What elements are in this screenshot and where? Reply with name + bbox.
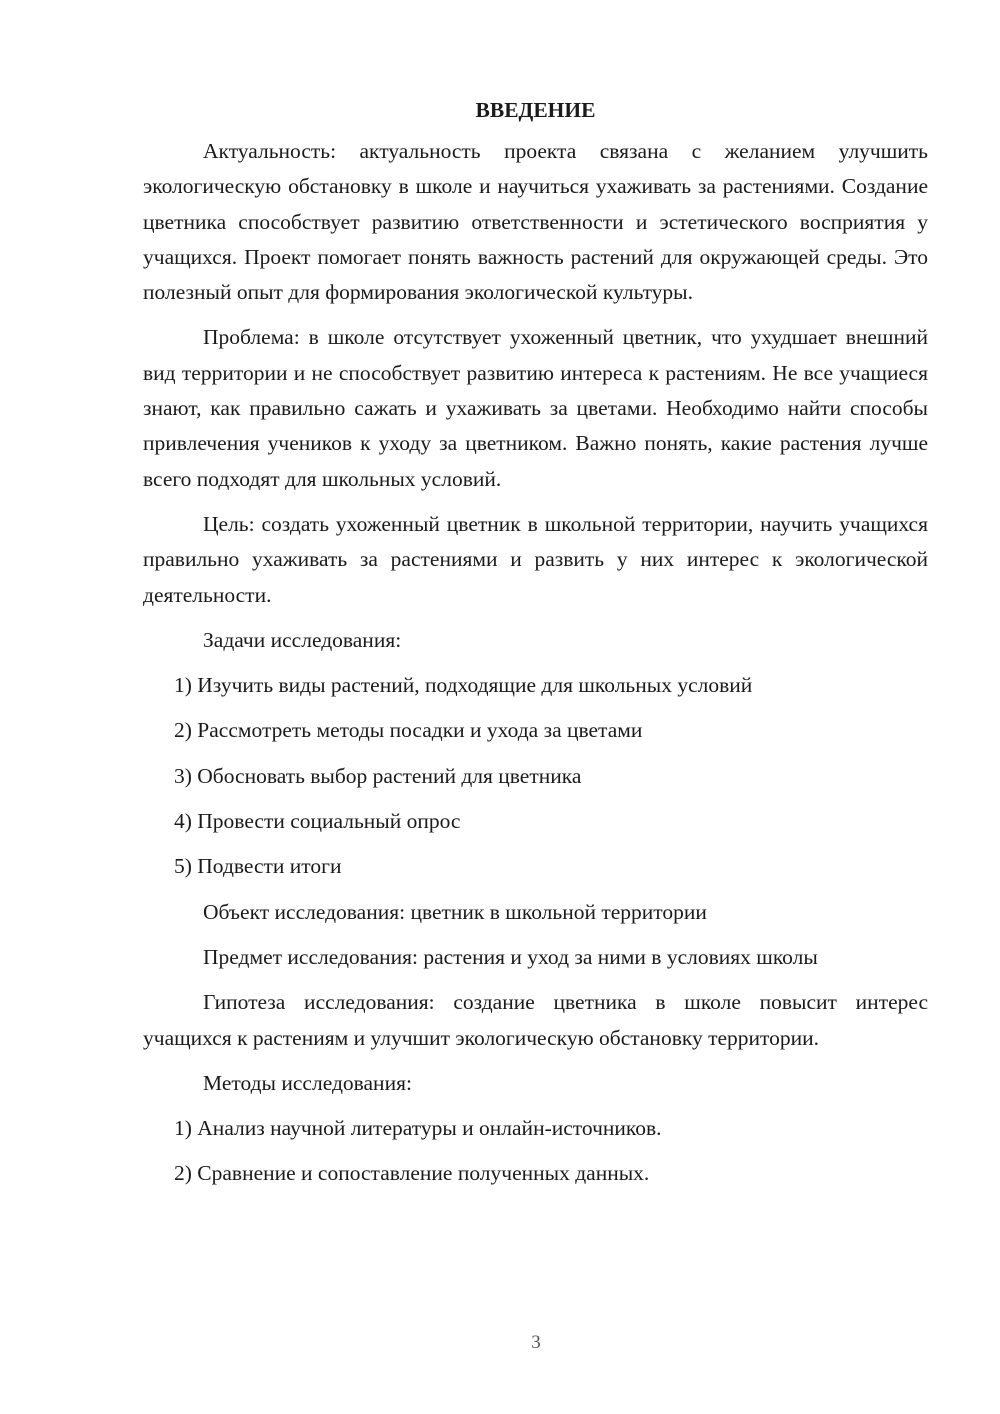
task-item: 4) Провести социальный опрос xyxy=(174,809,461,834)
task-item: 2) Рассмотреть методы посадки и ухода за цветами xyxy=(174,718,643,743)
section-title: ВВЕДЕНИЕ xyxy=(475,98,596,122)
tasks-heading: Задачи исследования: xyxy=(203,627,402,652)
hypothesis-paragraph: Гипотеза исследования: создание цветника в школе повысит интерес учащихся к растениям и улучшит экологическую обстановку территории. xyxy=(143,990,928,1050)
relevance-paragraph: Актуальность: актуальность проекта связана с желанием улучшить экологическую обстановку в школе и научиться ухаживать за растениями. Создание цветника способствует развитию ответственности и эстетического восприятия у учащихся. Проект помогает понять важность растений для окружающей среды. Это полезный опыт для формирования экологической культуры. xyxy=(143,139,928,305)
task-item: 5) Подвести итоги xyxy=(174,854,342,879)
methods-heading: Методы исследования: xyxy=(203,1070,412,1095)
document-page xyxy=(143,96,928,1202)
page-number: 3 xyxy=(531,1332,541,1353)
problem-paragraph: Проблема: в школе отсутствует ухоженный цветник, что ухудшает внешний вид территории и не способствует развитию интереса к растениям. Не все учащиеся знают, как правильно сажать и ухаживать за цветами. Необходимо найти способы привлечения учеников к уходу за цветником. Важно понять, какие растения лучше всего подходят для школьных условий. xyxy=(143,325,928,491)
task-item: 1) Изучить виды растений, подходящие для школьных условий xyxy=(174,673,753,698)
method-item: 2) Сравнение и сопоставление полученных данных. xyxy=(174,1161,650,1186)
goal-paragraph: Цель: создать ухоженный цветник в школьной территории, научить учащихся правильно ухаживать за растениями и развить у них интерес к экологической деятельности. xyxy=(143,511,928,607)
subject-line: Предмет исследования: растения и уход за ними в условиях школы xyxy=(203,944,818,969)
method-item: 1) Анализ научной литературы и онлайн-источников. xyxy=(174,1116,662,1141)
object-line: Объект исследования: цветник в школьной территории xyxy=(203,899,707,924)
task-item: 3) Обосновать выбор растений для цветника xyxy=(174,763,582,788)
